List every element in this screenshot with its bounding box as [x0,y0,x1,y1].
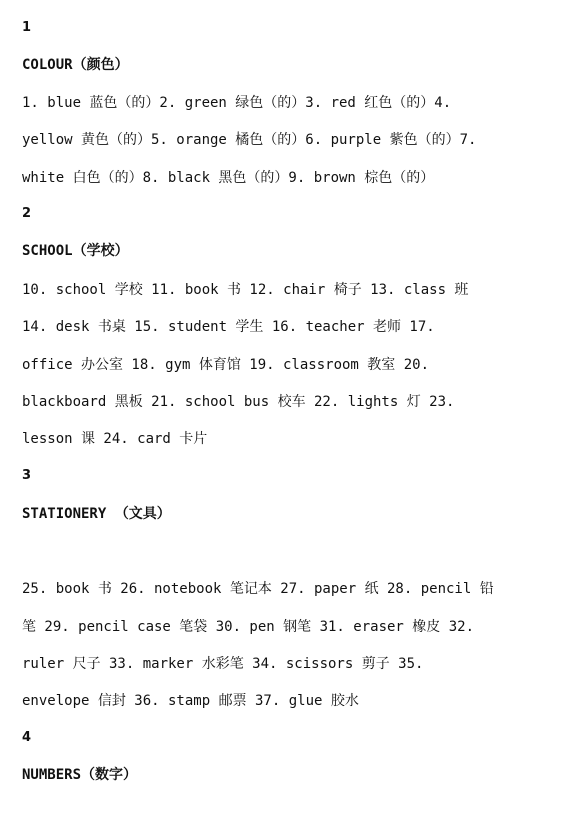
section-heading: COLOUR（颜色） [22,57,129,73]
text-line: white 白色（的）8. black 黑色（的）9. brown 棕色（的） [22,170,435,186]
section-number: 1 [22,20,32,35]
text-line: yellow 黄色（的）5. orange 橘色（的）6. purple 紫色（的）7. [22,132,477,148]
text-line: 14. desk 书桌 15. student 学生 16. teacher 老师 17. [22,319,435,335]
text-line: envelope 信封 36. stamp 邮票 37. glue 胶水 [22,693,359,709]
text-line: 1. blue 蓝色（的）2. green 绿色（的）3. red 红色（的）4. [22,95,452,111]
section-heading: SCHOOL（学校） [22,243,129,259]
text-line: 25. book 书 26. notebook 笔记本 27. paper 纸 28. pencil 铅 [22,581,494,597]
section-heading: NUMBERS（数字） [22,767,138,783]
text-line: 10. school 学校 11. book 书 12. chair 椅子 13. class 班 [22,282,469,298]
text-line: ruler 尺子 33. marker 水彩笔 34. scissors 剪子 35. [22,656,424,672]
section-heading: STATIONERY （文具） [22,506,171,522]
section-number: 4 [22,730,32,745]
section-number: 3 [22,468,32,483]
text-line: 笔 29. pencil case 笔袋 30. pen 钢笔 31. eraser 橡皮 32. [22,619,475,635]
text-line: blackboard 黑板 21. school bus 校车 22. lights 灯 23. [22,394,455,410]
text-line: office 办公室 18. gym 体育馆 19. classroom 教室 20. [22,357,430,373]
text-line: lesson 课 24. card 卡片 [22,431,208,447]
section-number: 2 [22,206,32,221]
